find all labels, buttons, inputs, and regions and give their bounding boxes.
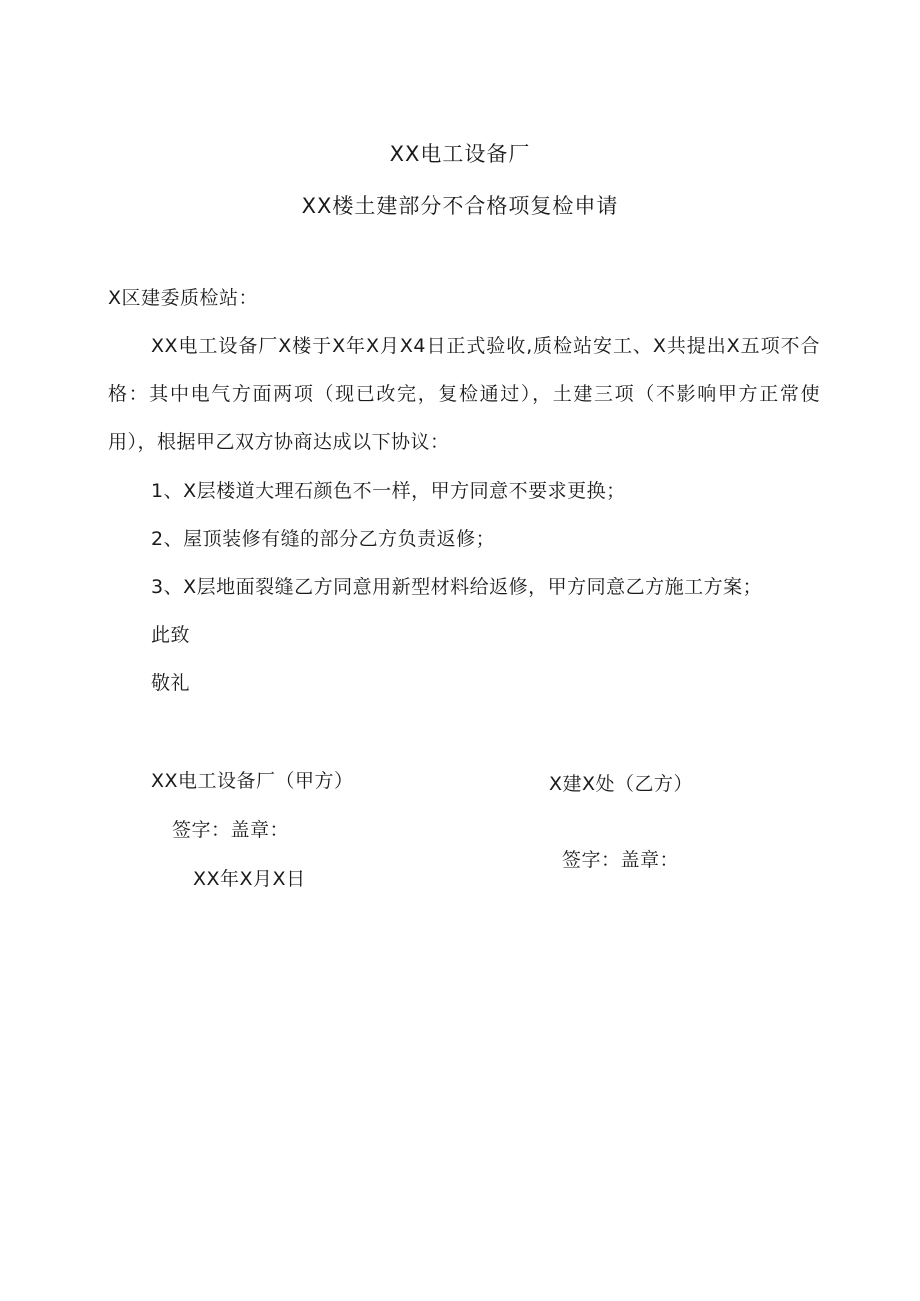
addressee: X区建委质检站： [108, 287, 259, 309]
party-a-signature-line: 签字：盖章： [172, 819, 290, 841]
party-a-date: XX年X月X日 [193, 868, 306, 890]
party-a-name: XX电工设备厂（甲方） [151, 770, 354, 792]
body-paragraph: XX电工设备厂X楼于X年X月X4日正式验收,质检站安工、X共提出X五项不合格：其中电气方面两项（现已改完，复检通过），土建三项（不影响甲方正常使用），根据甲乙双方协商达成以下协议： [108, 335, 820, 453]
document-subtitle: XX楼土建部分不合格项复检申请 [301, 194, 619, 218]
agreement-item-3: 3、X层地面裂缝乙方同意用新型材料给返修，甲方同意乙方施工方案； [151, 576, 763, 598]
document-title: XX电工设备厂 [389, 142, 531, 166]
agreement-item-2: 2、屋顶装修有缝的部分乙方负责返修； [151, 528, 496, 550]
agreement-item-1: 1、X层楼道大理石颜色不一样，甲方同意不要求更换； [151, 480, 626, 502]
closing-salutation: 此致 [151, 624, 191, 646]
party-b-name: X建X处（乙方） [549, 773, 694, 795]
closing-regards: 敬礼 [151, 672, 191, 694]
party-b-signature-line: 签字：盖章： [562, 849, 680, 871]
